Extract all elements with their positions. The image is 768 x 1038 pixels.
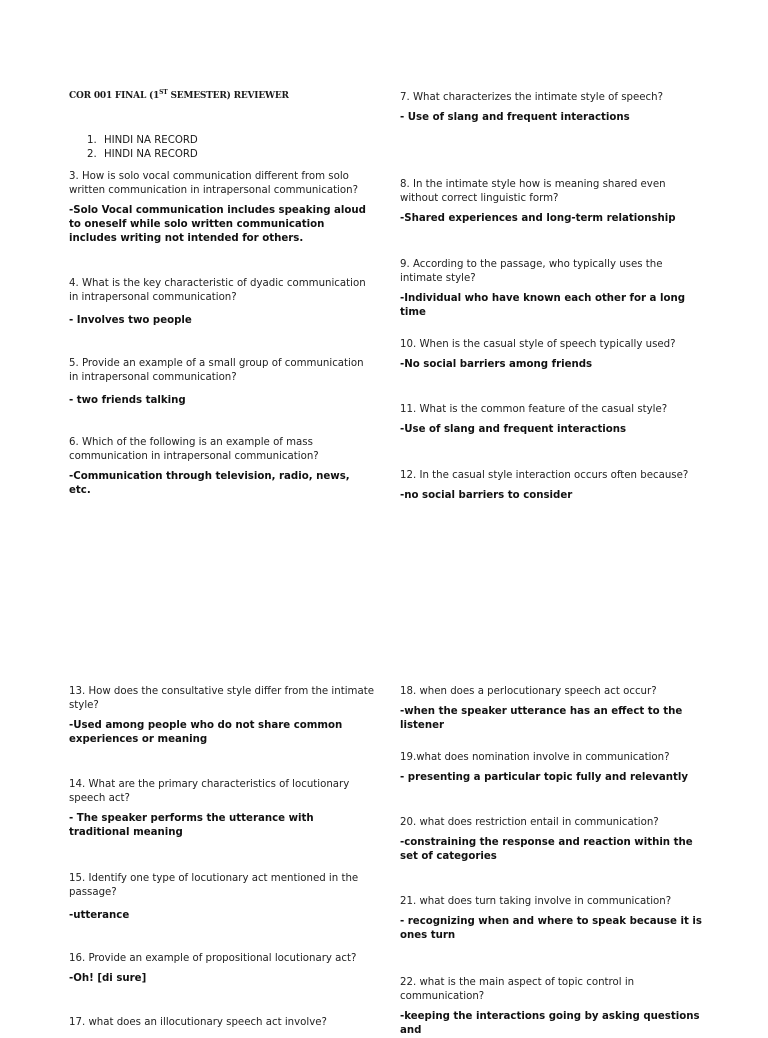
- question: 16. Provide an example of propositional locutionary act?: [69, 953, 357, 964]
- question: 8. In the intimate style how is meaning shared even without correct linguistic form?: [400, 179, 666, 204]
- question: 20. what does restriction entail in communication?: [400, 817, 659, 828]
- question: 3. How is solo vocal communication different from solo written communication in intrapersonal communication?: [69, 171, 358, 196]
- answer: -Individual who have known each other for a long time: [400, 293, 686, 318]
- question: 13. How does the consultative style differ from the intimate style?: [69, 686, 374, 711]
- answer: - recognizing when and where to speak because it is ones turn: [400, 916, 702, 941]
- title-superscript: ST: [159, 89, 168, 96]
- answer: -keeping the interactions going by asking questions and: [400, 1011, 700, 1036]
- qa-item: [69, 436, 374, 498]
- answer: -Used among people who do not share common experiences or meaning: [69, 720, 343, 745]
- qa-item: [400, 685, 705, 733]
- question: 10. When is the casual style of speech typically used?: [400, 339, 676, 350]
- answer: -no social barriers to consider: [400, 490, 573, 501]
- title-text: COR 001 FINAL (1: [69, 91, 160, 101]
- question: 5. Provide an example of a small group of communication in intrapersonal communication?: [69, 358, 364, 383]
- answer: -Oh! [di sure]: [69, 973, 147, 984]
- qa-item: [400, 91, 705, 125]
- answer: - The speaker performs the utterance with traditional meaning: [69, 813, 314, 838]
- question: 4. What is the key characteristic of dyadic communication in intrapersonal communication?: [69, 278, 366, 303]
- question: 17. what does an illocutionary speech act involve?: [69, 1017, 327, 1028]
- qa-item: [69, 357, 374, 408]
- qa-item: [400, 895, 705, 943]
- qa-item: [69, 872, 374, 923]
- qa-item: [400, 338, 705, 372]
- answer: - two friends talking: [69, 395, 186, 406]
- question: 14. What are the primary characteristics of locutionary speech act?: [69, 779, 350, 804]
- qa-item: [69, 1016, 374, 1030]
- question: 7. What characterizes the intimate style of speech?: [400, 92, 663, 103]
- question: 18. when does a perlocutionary speech act occur?: [400, 686, 657, 697]
- question: 11. What is the common feature of the casual style?: [400, 404, 668, 415]
- question: 22. what is the main aspect of topic control in communication?: [400, 977, 635, 1002]
- qa-item: [400, 403, 705, 437]
- qa-item: [400, 178, 705, 226]
- question: 9. According to the passage, who typically uses the intimate style?: [400, 259, 663, 284]
- answer: -Solo Vocal communication includes speaking aloud to oneself while solo written communication includes writing not intended for others.: [69, 205, 366, 244]
- answer: - presenting a particular topic fully and relevantly: [400, 772, 689, 783]
- answer: - Use of slang and frequent interactions: [400, 112, 630, 123]
- answer: -Shared experiences and long-term relationship: [400, 213, 676, 224]
- question: 12. In the casual style interaction occurs often because?: [400, 470, 689, 481]
- answer: - Involves two people: [69, 315, 192, 326]
- qa-item: [69, 170, 374, 246]
- answer: -No social barriers among friends: [400, 359, 593, 370]
- answer: -constraining the response and reaction within the set of categories: [400, 837, 693, 862]
- answer: -Use of slang and frequent interactions: [400, 424, 627, 435]
- list-item: 1. HINDI NA RECORD: [87, 135, 198, 146]
- list-item: 2. HINDI NA RECORD: [87, 149, 198, 160]
- qa-item: [69, 778, 374, 840]
- qa-item: [400, 976, 705, 1038]
- answer: -utterance: [69, 910, 130, 921]
- qa-item: [69, 277, 374, 328]
- document-title: [69, 91, 289, 101]
- title-text-rest: SEMESTER) REVIEWER: [167, 91, 289, 101]
- qa-item: [400, 469, 705, 503]
- qa-item: [69, 952, 374, 986]
- qa-item: [400, 816, 705, 864]
- qa-item: [69, 685, 374, 747]
- question: 15. Identify one type of locutionary act mentioned in the passage?: [69, 873, 359, 898]
- ordered-list: [87, 134, 198, 162]
- question: 6. Which of the following is an example of mass communication in intrapersonal communication?: [69, 437, 319, 462]
- question: 21. what does turn taking involve in communication?: [400, 896, 672, 907]
- answer: -Communication through television, radio, news, etc.: [69, 471, 350, 496]
- question: 19.what does nomination involve in communication?: [400, 752, 670, 763]
- qa-item: [400, 258, 705, 320]
- answer: -when the speaker utterance has an effect to the listener: [400, 706, 683, 731]
- qa-item: [400, 751, 705, 785]
